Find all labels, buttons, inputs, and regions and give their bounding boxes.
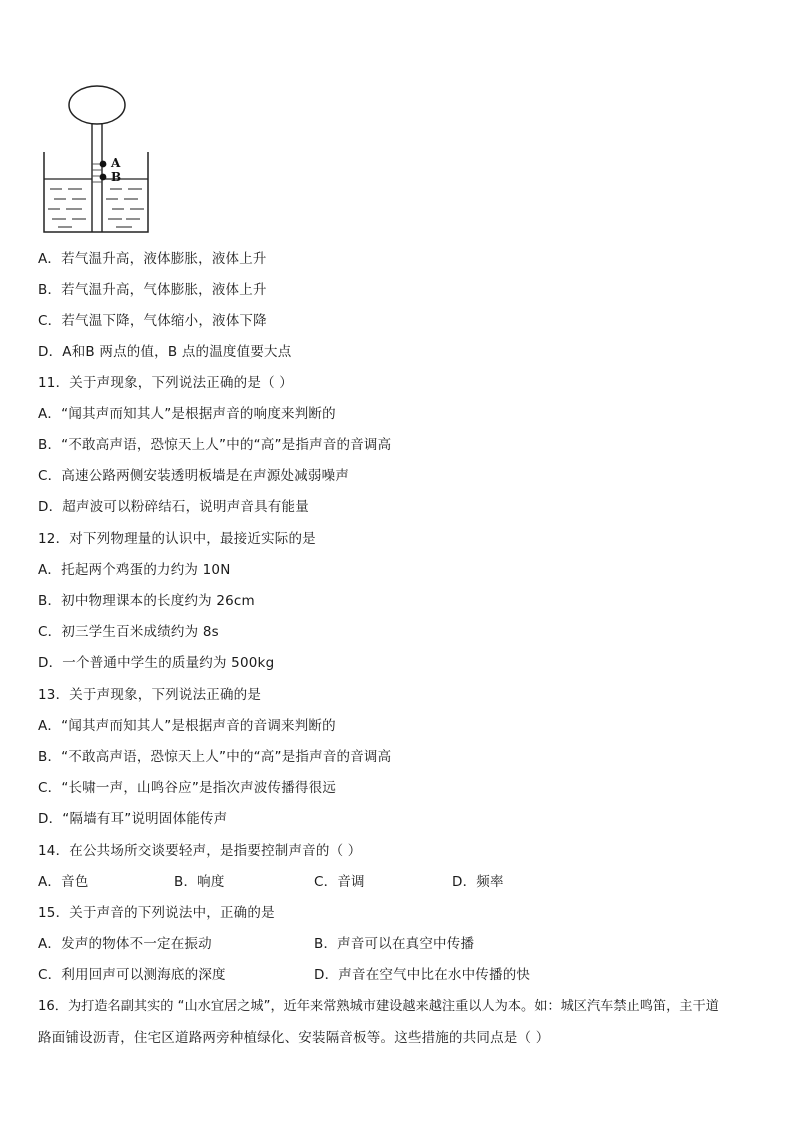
option-d: D．频率 [452, 874, 504, 890]
text-line: B．“不敢高声语，恐惊天上人”中的“高”是指声音的音调高 [38, 437, 392, 453]
label-a: A [111, 156, 121, 170]
question-title: 14．在公共场所交谈要轻声，是指要控制声音的（ ） [38, 843, 362, 859]
q15-options-row2 [38, 966, 738, 984]
text-line: C．若气温下降，气体缩小，液体下降 [38, 313, 267, 329]
question-title: 11．关于声现象，下列说法正确的是（ ） [38, 375, 293, 391]
text-line: C．高速公路两侧安装透明板墙是在声源处减弱噪声 [38, 468, 350, 484]
text-line: D．超声波可以粉碎结石，说明声音具有能量 [38, 499, 309, 515]
text-line: C．“长啸一声，山鸣谷应”是指次声波传播得很远 [38, 780, 337, 796]
option-b: B．声音可以在真空中传播 [314, 936, 475, 952]
text-line: A．“闻其声而知其人”是根据声音的音调来判断的 [38, 718, 336, 734]
text-line: C．初三学生百米成绩约为 8s [38, 624, 219, 640]
thermometer-figure [38, 82, 158, 237]
option-b: B．响度 [174, 874, 225, 890]
text-line: A．若气温升高，液体膨胀，液体上升 [38, 251, 267, 267]
text-line: B．“不敢高声语，恐惊天上人”中的“高”是指声音的音调高 [38, 749, 392, 765]
text-line: D．一个普通中学生的质量约为 500kg [38, 655, 275, 671]
text-line: B．初中物理课本的长度约为 26cm [38, 593, 255, 609]
text-line: A．“闻其声而知其人”是根据声音的响度来判断的 [38, 406, 336, 422]
option-a: A．音色 [38, 874, 89, 890]
q14-options [38, 873, 738, 891]
text-line: 路面铺设沥青，住宅区道路两旁种植绿化、安装隔音板等。这些措施的共同点是（ ） [38, 1030, 550, 1046]
question-title: 13．关于声现象，下列说法正确的是 [38, 687, 262, 703]
option-d: D．声音在空气中比在水中传播的快 [314, 967, 531, 983]
text-line: D．“隔墙有耳”说明固体能传声 [38, 811, 228, 827]
question-title: 12．对下列物理量的认识中，最接近实际的是 [38, 531, 316, 547]
text-line: A．托起两个鸡蛋的力约为 10N [38, 562, 231, 578]
text-line: B．若气温升高，气体膨胀，液体上升 [38, 282, 267, 298]
question-title: 15．关于声音的下列说法中，正确的是 [38, 905, 275, 921]
text-line: D．A和B 两点的值，B 点的温度值要大点 [38, 344, 292, 360]
label-b: B [111, 170, 122, 184]
question-title: 16．为打造名副其实的 “山水宜居之城”，近年来常熟城市建设越来越注重以人为本。如：城区汽车禁止鸣笛，主干道 [38, 999, 719, 1014]
q15-options-row1 [38, 935, 738, 953]
option-c: C．利用回声可以测海底的深度 [38, 967, 226, 983]
option-c: C．音调 [314, 874, 365, 890]
option-a: A．发声的物体不一定在振动 [38, 936, 212, 952]
